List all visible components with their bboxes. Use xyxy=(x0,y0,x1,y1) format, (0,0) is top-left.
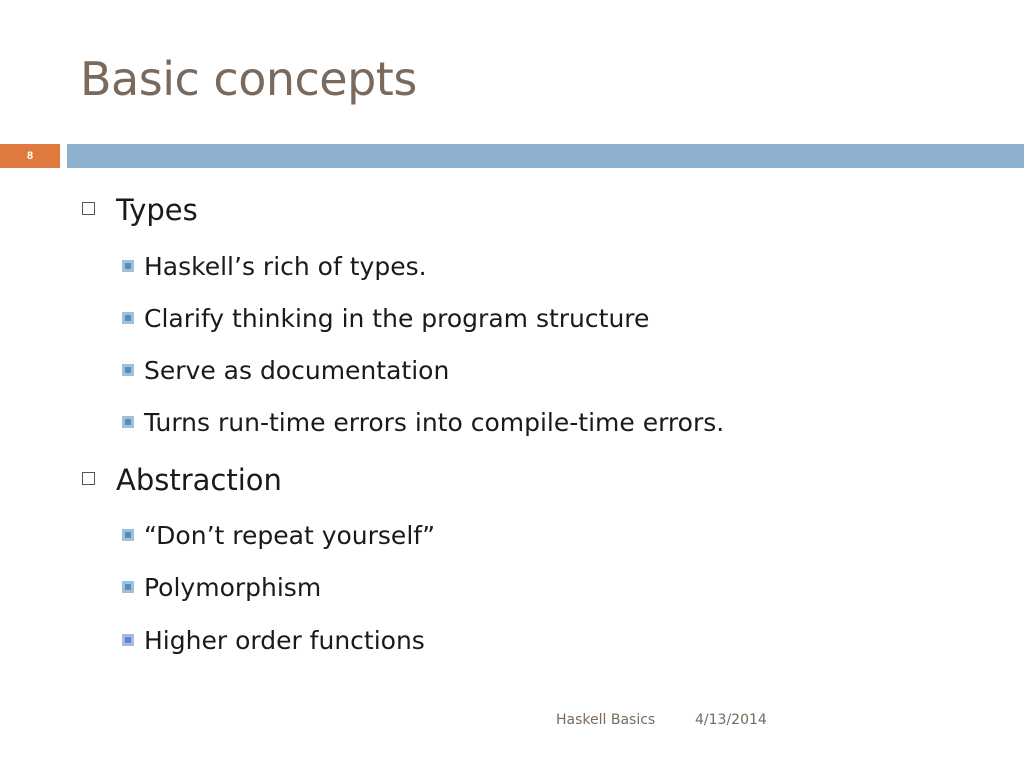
filled-square-bullet-icon xyxy=(122,260,134,272)
filled-square-bullet-icon xyxy=(122,529,134,541)
bullet-types xyxy=(82,193,198,227)
sub-bullet-documentation xyxy=(122,356,449,385)
page-number-badge: 8 xyxy=(0,144,60,168)
sub-bullet-text: Polymorphism xyxy=(144,573,322,602)
bullet-text: Types xyxy=(116,193,198,227)
filled-square-bullet-icon xyxy=(122,364,134,376)
sub-bullet-text: Clarify thinking in the program structure xyxy=(144,304,650,333)
slide-title: Basic concepts xyxy=(80,52,417,106)
sub-bullet-clarify-thinking xyxy=(122,304,649,333)
filled-square-bullet-icon xyxy=(122,416,134,428)
sub-bullet-compile-time-errors xyxy=(122,408,724,437)
sub-bullet-text: “Don’t repeat yourself” xyxy=(144,521,436,550)
bullet-text: Abstraction xyxy=(116,463,282,497)
sub-bullet-higher-order-functions xyxy=(122,626,425,655)
sub-bullet-text: Haskell’s rich of types. xyxy=(144,252,427,281)
sub-bullet-polymorphism xyxy=(122,573,321,602)
filled-square-bullet-icon xyxy=(122,312,134,324)
sub-bullet-rich-types xyxy=(122,252,427,281)
hollow-square-bullet-icon xyxy=(82,472,95,485)
hollow-square-bullet-icon xyxy=(82,202,95,215)
footer-date: 4/13/2014 xyxy=(695,712,767,728)
sub-bullet-text: Higher order functions xyxy=(144,626,425,655)
filled-square-bullet-icon xyxy=(122,581,134,593)
sub-bullet-text: Serve as documentation xyxy=(144,356,450,385)
sub-bullet-text: Turns run-time errors into compile-time errors. xyxy=(144,408,725,437)
filled-square-bullet-icon xyxy=(122,634,134,646)
title-divider-bar xyxy=(67,144,1024,168)
footer-presentation-title: Haskell Basics xyxy=(556,712,656,728)
sub-bullet-dont-repeat xyxy=(122,521,435,550)
bullet-abstraction xyxy=(82,463,282,497)
